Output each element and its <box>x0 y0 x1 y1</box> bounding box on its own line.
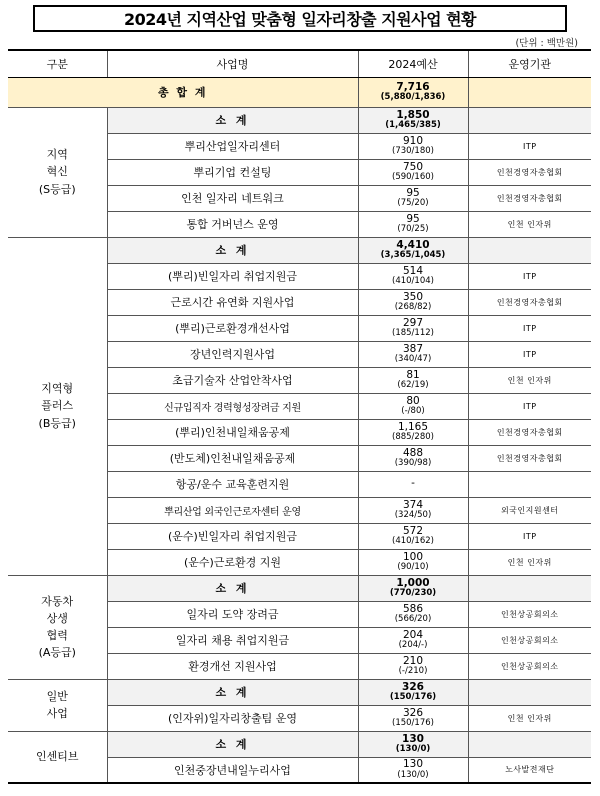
subtotal-label: 소 계 <box>107 575 358 601</box>
total-budget <box>358 77 468 107</box>
project-name: 근로시간 유연화 지원사업 <box>107 289 358 315</box>
subtotal-amount: 130 <box>402 732 424 745</box>
project-budget <box>358 497 468 523</box>
subtotal-org <box>468 107 591 133</box>
budget-amount: 204 <box>402 628 424 641</box>
project-budget <box>358 471 468 497</box>
budget-split: (90/10) <box>397 562 429 573</box>
operating-org: 인천상공회의소 <box>468 653 591 679</box>
project-name: 일자리 채용 취업지원금 <box>107 627 358 653</box>
operating-org: 인천 인자위 <box>468 549 591 575</box>
operating-org: 인천 인자위 <box>468 705 591 731</box>
category-line: 일반 <box>46 689 68 703</box>
subtotal-budget <box>358 237 468 263</box>
subtotal-budget <box>358 679 468 705</box>
operating-org: 인천경영자총협회 <box>468 419 591 445</box>
budget-split: (410/104) <box>392 276 434 287</box>
operating-org: 인천경영자총협회 <box>468 159 591 185</box>
budget-amount: 387 <box>402 342 424 355</box>
category-line: 플러스 <box>41 399 74 413</box>
project-name: (뿌리)빈일자리 취업지원금 <box>107 263 358 289</box>
header-row <box>8 50 591 77</box>
subtotal-split: (130/0) <box>395 744 431 755</box>
operating-org: 외국인지원센터 <box>468 497 591 523</box>
budget-split: (885/280) <box>392 432 434 443</box>
budget-split: (204/-) <box>398 640 428 651</box>
budget-amount: 514 <box>402 264 424 277</box>
budget-amount: 210 <box>402 654 424 667</box>
header-project: 사업명 <box>107 50 358 77</box>
budget-amount: 100 <box>402 550 424 563</box>
operating-org: 인천경영자총협회 <box>468 289 591 315</box>
budget-split: (268/82) <box>394 302 432 313</box>
project-name: 장년인력지원사업 <box>107 341 358 367</box>
project-budget <box>358 393 468 419</box>
operating-org: ITP <box>468 133 591 159</box>
category-line: 지역 <box>46 148 68 162</box>
subtotal-label: 소 계 <box>107 107 358 133</box>
budget-amount: 297 <box>402 316 424 329</box>
budget-amount: 95 <box>406 212 420 225</box>
category-cell <box>8 107 107 237</box>
subtotal-row <box>8 731 591 757</box>
project-budget <box>358 341 468 367</box>
budget-amount: - <box>411 477 415 490</box>
budget-amount: 81 <box>406 368 420 381</box>
category-line: (S등급) <box>38 182 76 196</box>
operating-org: 인천경영자총협회 <box>468 445 591 471</box>
budget-split: (75/20) <box>397 198 429 209</box>
project-name: (운수)빈일자리 취업지원금 <box>107 523 358 549</box>
project-name: (인자위)일자리창출팀 운영 <box>107 705 358 731</box>
project-name: (운수)근로환경 지원 <box>107 549 358 575</box>
budget-amount: 750 <box>402 160 424 173</box>
project-name: 환경개선 지원사업 <box>107 653 358 679</box>
subtotal-split: (150/176) <box>389 692 437 703</box>
budget-split: (62/19) <box>397 380 429 391</box>
project-budget <box>358 211 468 237</box>
subtotal-budget <box>358 575 468 601</box>
operating-org: ITP <box>468 315 591 341</box>
total-split: (5,880/1,836) <box>380 92 446 103</box>
subtotal-row <box>8 679 591 705</box>
total-label: 총 합 계 <box>8 77 358 107</box>
project-name: 인천 일자리 네트워크 <box>107 185 358 211</box>
project-budget <box>358 601 468 627</box>
subtotal-amount: 326 <box>402 680 424 693</box>
category-line: (B등급) <box>38 416 76 430</box>
budget-split: (324/50) <box>394 510 432 521</box>
subtotal-row <box>8 237 591 263</box>
budget-amount: 95 <box>406 186 420 199</box>
subtotal-row <box>8 575 591 601</box>
project-budget <box>358 627 468 653</box>
operating-org: 인천경영자총협회 <box>468 185 591 211</box>
project-budget <box>358 705 468 731</box>
budget-split: (-/210) <box>398 666 428 677</box>
project-budget <box>358 549 468 575</box>
category-line: 사업 <box>46 707 68 720</box>
category-line: 혁신 <box>46 165 68 179</box>
total-row <box>8 77 591 107</box>
project-budget <box>358 185 468 211</box>
header-category: 구분 <box>8 50 107 77</box>
subtotal-amount: 1,850 <box>396 108 430 121</box>
budget-amount: 350 <box>402 290 424 303</box>
operating-org: ITP <box>468 263 591 289</box>
category-cell <box>8 237 107 575</box>
project-name: (뿌리)인천내일채움공제 <box>107 419 358 445</box>
subtotal-row <box>8 107 591 133</box>
total-org <box>468 77 591 107</box>
subtotal-budget <box>358 731 468 757</box>
unit-note: (단위 : 백만원) <box>515 38 578 49</box>
subtotal-org <box>468 575 591 601</box>
project-name: 신규입직자 경력형성장려금 지원 <box>107 393 358 419</box>
budget-amount: 572 <box>402 524 424 537</box>
budget-amount: 80 <box>406 394 420 407</box>
operating-org: ITP <box>468 393 591 419</box>
project-budget <box>358 419 468 445</box>
project-name: 일자리 도약 장려금 <box>107 601 358 627</box>
project-name: (반도체)인천내일채움공제 <box>107 445 358 471</box>
project-name: 뿌리산업일자리센터 <box>107 133 358 159</box>
operating-org: 노사발전재단 <box>468 757 591 783</box>
project-budget <box>358 653 468 679</box>
budget-amount: 586 <box>402 602 424 615</box>
budget-split: (590/160) <box>392 172 434 183</box>
operating-org: ITP <box>468 523 591 549</box>
category-line: 자동차 <box>41 594 74 608</box>
subtotal-org <box>468 237 591 263</box>
subtotal-label: 소 계 <box>107 731 358 757</box>
project-name: 초급기술자 산업안착사업 <box>107 367 358 393</box>
category-cell <box>8 731 107 783</box>
project-name: 뿌리산업 외국인근로자센터 운영 <box>107 497 358 523</box>
budget-split: (185/112) <box>392 328 434 339</box>
budget-split: (340/47) <box>394 354 432 365</box>
budget-split: (566/20) <box>394 614 432 625</box>
project-budget <box>358 445 468 471</box>
budget-amount: 374 <box>402 498 424 511</box>
subtotal-label: 소 계 <box>107 679 358 705</box>
category-line: 협력 <box>46 629 68 642</box>
project-budget <box>358 263 468 289</box>
operating-org <box>468 471 591 497</box>
subtotal-org <box>468 731 591 757</box>
project-budget <box>358 289 468 315</box>
total-amount: 7,716 <box>396 80 430 93</box>
project-name: (뿌리)근로환경개선사업 <box>107 315 358 341</box>
subtotal-split: (1,465/385) <box>385 120 441 131</box>
subtotal-amount: 4,410 <box>396 238 430 251</box>
budget-table <box>8 49 591 784</box>
operating-org: 인천상공회의소 <box>468 627 591 653</box>
operating-org: 인천상공회의소 <box>468 601 591 627</box>
subtotal-amount: 1,000 <box>396 576 430 589</box>
budget-split: (70/25) <box>397 224 429 235</box>
category-line: 지역형 <box>41 382 74 396</box>
category-line: 인센티브 <box>35 750 79 764</box>
project-name: 통합 거버넌스 운영 <box>107 211 358 237</box>
budget-split: (150/176) <box>392 718 434 729</box>
project-budget <box>358 367 468 393</box>
project-name: 뿌리기업 컨설팅 <box>107 159 358 185</box>
project-budget <box>358 133 468 159</box>
budget-amount: 1,165 <box>397 420 429 433</box>
subtotal-budget <box>358 107 468 133</box>
budget-split: (130/0) <box>397 769 429 780</box>
project-budget <box>358 757 468 783</box>
budget-amount: 488 <box>402 446 424 459</box>
subtotal-org <box>468 679 591 705</box>
budget-split: (730/180) <box>392 146 434 157</box>
project-budget <box>358 159 468 185</box>
operating-org: ITP <box>468 341 591 367</box>
category-line: 상생 <box>46 611 68 625</box>
category-cell <box>8 575 107 679</box>
operating-org: 인천 인자위 <box>468 367 591 393</box>
project-budget <box>358 315 468 341</box>
subtotal-split: (770/230) <box>389 588 437 599</box>
budget-split: (-/80) <box>401 406 425 417</box>
project-budget <box>358 523 468 549</box>
subtotal-label: 소 계 <box>107 237 358 263</box>
category-cell <box>8 679 107 731</box>
header-org: 운영기관 <box>468 50 591 77</box>
budget-split: (410/162) <box>392 536 434 547</box>
category-line: (A등급) <box>38 646 76 660</box>
page-title: 2024년 지역산업 맞춤형 일자리창출 지원사업 현황 <box>33 5 567 32</box>
header-budget: 2024예산 <box>358 50 468 77</box>
budget-amount: 326 <box>402 706 424 719</box>
operating-org: 인천 인자위 <box>468 211 591 237</box>
budget-amount: 130 <box>402 758 424 771</box>
subtotal-split: (3,365/1,045) <box>380 250 446 261</box>
project-name: 항공/운수 교육훈련지원 <box>107 471 358 497</box>
budget-amount: 910 <box>402 134 424 147</box>
budget-split: (390/98) <box>394 458 432 469</box>
project-name: 인천중장년내일누리사업 <box>107 757 358 783</box>
